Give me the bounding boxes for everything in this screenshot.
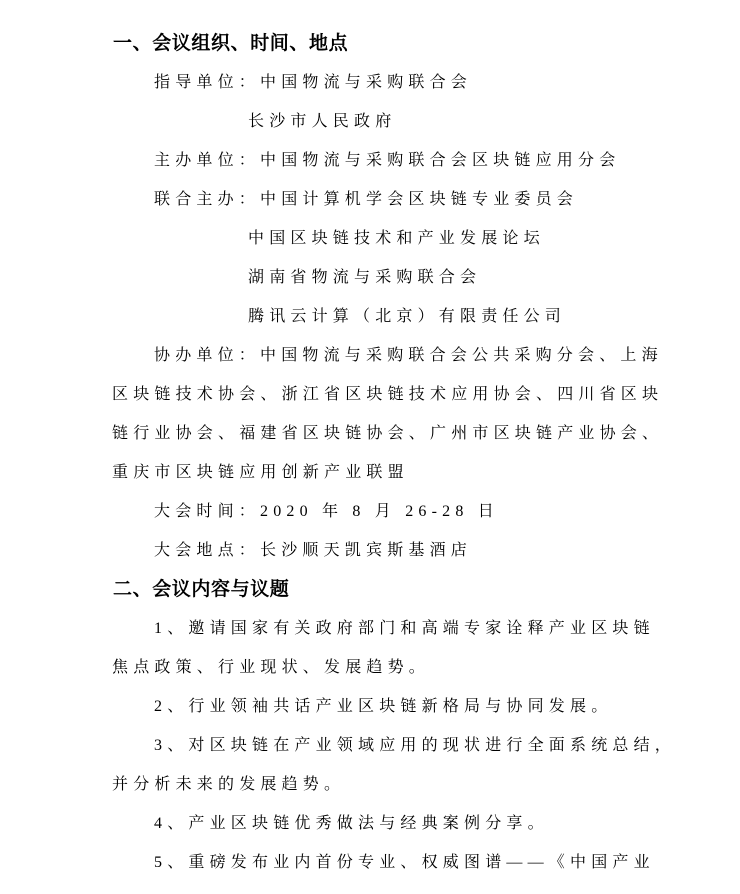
line-guidance-unit: 指导单位：中国物流与采购联合会 [154, 74, 473, 91]
line-co-organizer-cont-2: 湖南省物流与采购联合会 [248, 269, 482, 286]
line-agenda-item-1-cont: 焦点政策、行业现状、发展趋势。 [112, 659, 431, 676]
line-agenda-item-5: 5、重磅发布业内首份专业、权威图谱——《中国产业 [154, 854, 655, 871]
line-supporting-unit-cont-1: 区块链技术协会、浙江省区块链技术应用协会、四川省区块 [112, 386, 664, 403]
section-2-heading: 二、会议内容与议题 [113, 579, 290, 600]
line-agenda-item-3-cont: 并分析未来的发展趋势。 [112, 776, 346, 793]
line-co-organizer: 联合主办：中国计算机学会区块链专业委员会 [154, 191, 579, 208]
line-conference-time: 大会时间：2020 年 8 月 26-28 日 [154, 503, 499, 520]
line-agenda-item-4: 4、产业区块链优秀做法与经典案例分享。 [154, 815, 549, 832]
line-co-organizer-cont-1: 中国区块链技术和产业发展论坛 [248, 230, 545, 247]
line-guidance-unit-cont: 长沙市人民政府 [248, 113, 397, 130]
line-agenda-item-2: 2、行业领袖共话产业区块链新格局与协同发展。 [154, 698, 613, 715]
line-co-organizer-cont-3: 腾讯云计算（北京）有限责任公司 [248, 308, 567, 325]
line-agenda-item-1: 1、邀请国家有关政府部门和高端专家诠释产业区块链 [154, 620, 655, 637]
line-host-unit: 主办单位：中国物流与采购联合会区块链应用分会 [154, 152, 621, 169]
line-supporting-unit: 协办单位：中国物流与采购联合会公共采购分会、上海 [154, 347, 663, 364]
line-agenda-item-3: 3、对区块链在产业领域应用的现状进行全面系统总结， [154, 737, 677, 754]
section-1-heading: 一、会议组织、时间、地点 [113, 33, 349, 54]
line-supporting-unit-cont-2: 链行业协会、福建省区块链协会、广州市区块链产业协会、 [112, 425, 664, 442]
line-conference-venue: 大会地点：长沙顺天凯宾斯基酒店 [154, 542, 473, 559]
line-supporting-unit-cont-3: 重庆市区块链应用创新产业联盟 [112, 464, 409, 481]
